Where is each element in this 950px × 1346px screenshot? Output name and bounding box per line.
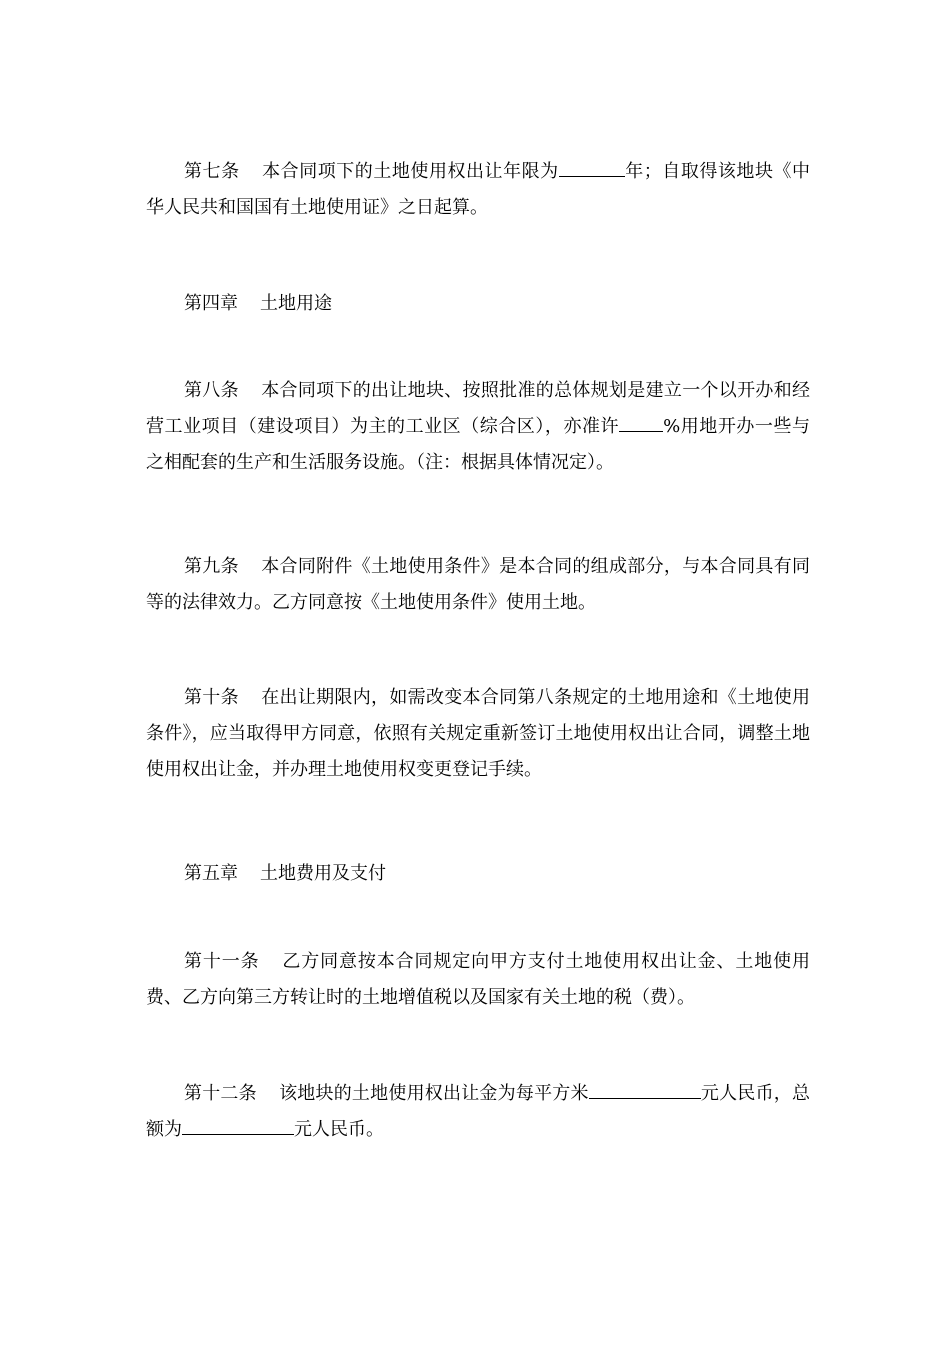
article-12 [146,1076,810,1148]
article-9-text: 本合同附件《土地使用条件》是本合同的组成部分，与本合同具有同等的法律效力。乙方同意按《土地使用条件》使用土地。 [146,556,811,613]
percent-blank [619,409,663,432]
article-10-label: 第十条 [184,687,239,708]
article-8 [146,373,810,481]
chapter-4-label: 第四章 [184,293,238,314]
article-10 [146,680,810,788]
article-9 [146,549,810,621]
price-per-sqm-blank [589,1076,701,1099]
total-amount-blank [182,1112,294,1135]
article-11 [146,944,810,1016]
article-12-text-2: 元人民币，总额为 [146,1083,811,1140]
article-7-text-2: 年；自取得该地块《中华人民共和国国有土地使用证》之日起算。 [146,161,811,218]
article-8-text-1: 本合同项下的出让地块、按照批准的总体规划是建立一个以开办和经营工业项目（建设项目）为主的工业区（综合区），亦准许 [146,380,811,437]
article-7-label: 第七条 [184,161,240,182]
article-12-label: 第十二条 [184,1083,257,1104]
article-9-label: 第九条 [184,556,239,577]
article-11-text: 乙方同意按本合同规定向甲方支付土地使用权出让金、土地使用费、乙方向第三方转让时的土地增值税以及国家有关土地的税（费）。 [146,951,810,1008]
chapter-5-label: 第五章 [184,863,238,884]
article-7-text-1: 本合同项下的土地使用权出让年限为 [261,161,559,182]
article-10-text: 在出让期限内，如需改变本合同第八条规定的土地用途和《土地使用条件》，应当取得甲方同意，依照有关规定重新签订土地使用权出让合同，调整土地使用权出让金，并办理土地使用权变更登记手续。 [146,687,811,780]
article-11-label: 第十一条 [184,951,260,972]
years-blank [559,154,625,177]
chapter-4-title: 土地用途 [260,293,332,314]
chapter-4-heading [146,286,810,322]
article-12-text-3: 元人民币。 [294,1119,384,1140]
article-8-label: 第八条 [184,380,239,401]
article-7 [146,154,810,226]
article-8-text-2: %用地开办一些与之相配套的生产和生活服务设施。（注：根据具体情况定）。 [146,416,810,473]
chapter-5-heading [146,856,810,892]
chapter-5-title: 土地费用及支付 [260,863,386,884]
article-12-text-1: 该地块的土地使用权出让金为每平方米 [278,1083,589,1104]
